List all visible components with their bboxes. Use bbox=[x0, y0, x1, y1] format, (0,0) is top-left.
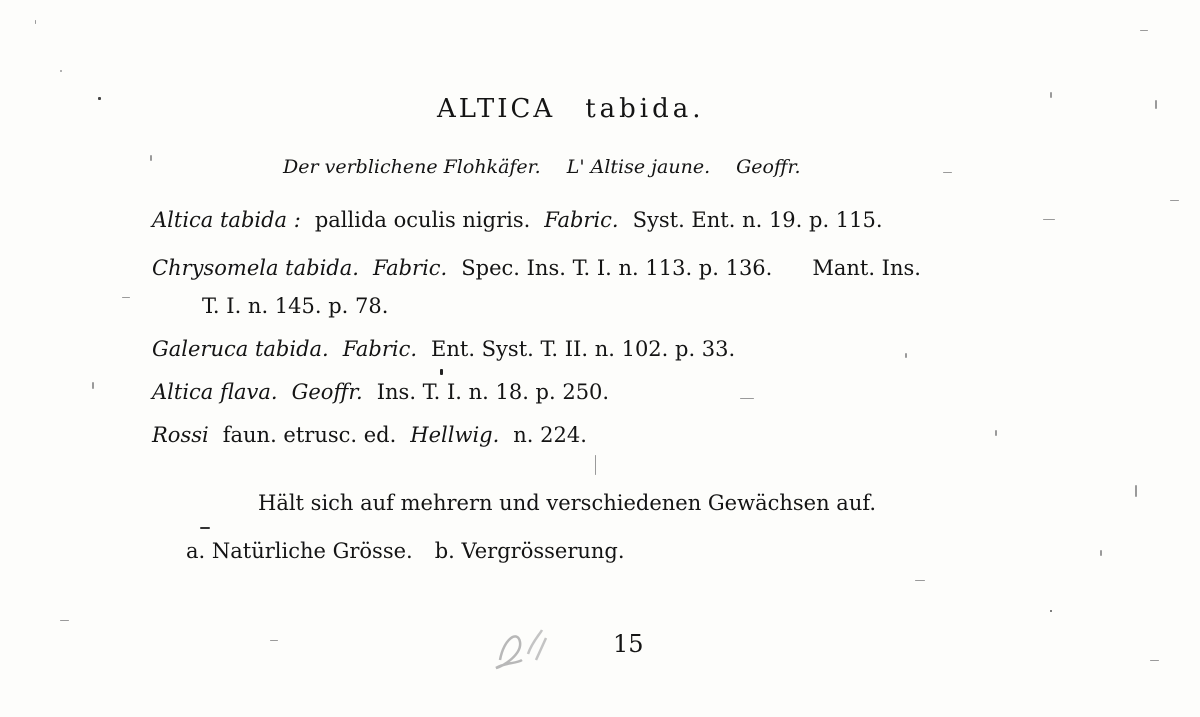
paper-speck bbox=[740, 398, 754, 399]
paper-speck bbox=[122, 297, 130, 298]
paper-speck bbox=[440, 369, 443, 375]
synonym-line bbox=[152, 380, 623, 404]
synonym-citation: Syst. Ent. n. 19. p. 115. bbox=[632, 208, 883, 232]
synonym-author: Fabric. bbox=[372, 256, 448, 280]
caption-magnification: b. Vergrösserung. bbox=[434, 539, 625, 563]
paper-speck bbox=[1100, 550, 1102, 556]
paper-speck bbox=[92, 382, 94, 389]
synonym-name: Altica tabida : bbox=[152, 208, 301, 232]
paper-speck bbox=[1135, 485, 1137, 497]
synonym-line bbox=[152, 337, 749, 361]
synonym-citation: T. I. n. 145. p. 78. bbox=[202, 294, 389, 318]
paper-speck bbox=[1050, 92, 1052, 98]
handwritten-pencil-mark bbox=[490, 620, 565, 675]
synonym-name: Chrysomela tabida. bbox=[152, 256, 359, 280]
common-names bbox=[283, 156, 800, 178]
synonym-line bbox=[152, 256, 935, 280]
paper-speck bbox=[1140, 30, 1148, 31]
paper-speck bbox=[150, 155, 152, 161]
synonym-citation-2: Mant. Ins. bbox=[812, 256, 921, 280]
german-name: Der verblichene Flohkäfer. bbox=[283, 156, 541, 178]
synonym-citation: Spec. Ins. T. I. n. 113. p. 136. bbox=[461, 256, 773, 280]
synonym-name: Rossi bbox=[152, 423, 209, 447]
habitat-text: Hält sich auf mehrern und verschiedenen Gewächsen auf. bbox=[258, 491, 877, 515]
paper-speck bbox=[35, 20, 36, 24]
page-title bbox=[437, 94, 705, 124]
paper-speck bbox=[1150, 660, 1159, 661]
synonym-text: pallida oculis nigris. bbox=[314, 208, 531, 232]
synonym-author: Fabric. bbox=[342, 337, 418, 361]
synonym-author: Hellwig. bbox=[410, 423, 500, 447]
synonym-author: Geoffr. bbox=[291, 380, 363, 404]
synonym-line bbox=[152, 208, 897, 232]
synonym-line-continuation bbox=[202, 294, 402, 318]
figure-caption bbox=[186, 539, 647, 563]
paper-speck bbox=[1043, 219, 1055, 220]
paper-speck bbox=[915, 580, 925, 581]
paper-speck bbox=[60, 620, 69, 621]
paper-speck bbox=[60, 70, 62, 72]
paper-speck bbox=[98, 97, 101, 100]
synonym-line bbox=[152, 423, 601, 447]
french-name: L' Altise jaune. bbox=[566, 156, 711, 178]
synonym-citation: Ent. Syst. T. II. n. 102. p. 33. bbox=[431, 337, 736, 361]
synonym-author: Fabric. bbox=[544, 208, 619, 232]
title-genus: ALTICA bbox=[437, 94, 556, 124]
paper-speck bbox=[995, 430, 997, 436]
synonym-name: Altica flava. bbox=[152, 380, 278, 404]
synonym-name: Galeruca tabida. bbox=[152, 337, 329, 361]
french-name-author: Geoffr. bbox=[736, 156, 801, 178]
paper-speck bbox=[200, 527, 210, 529]
paper-speck bbox=[1170, 200, 1179, 201]
paper-speck bbox=[943, 172, 952, 173]
synonym-citation: n. 224. bbox=[513, 423, 587, 447]
paper-speck bbox=[595, 455, 596, 475]
paper-speck bbox=[1050, 610, 1052, 612]
page-number: 15 bbox=[613, 630, 644, 658]
caption-natural-size: a. Natürliche Grösse. bbox=[186, 539, 413, 563]
synonym-text: faun. etrusc. ed. bbox=[222, 423, 397, 447]
title-species: tabida. bbox=[585, 94, 705, 124]
paper-speck bbox=[270, 640, 278, 641]
paper-speck bbox=[905, 353, 907, 358]
paper-speck bbox=[1155, 100, 1157, 109]
synonym-citation: Ins. T. I. n. 18. p. 250. bbox=[376, 380, 610, 404]
